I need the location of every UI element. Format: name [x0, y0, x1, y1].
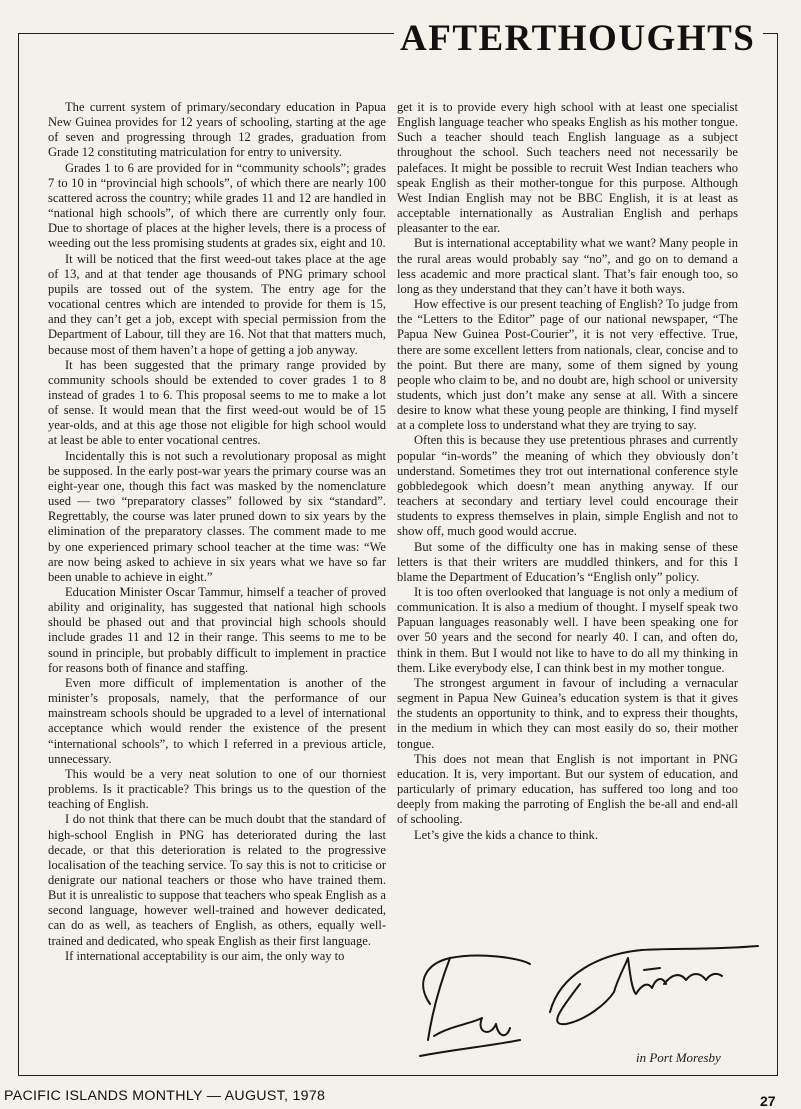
paragraph: But some of the difficulty one has in making sense of these letters is that their writers are muddled thinkers, and for this I blame the Department of Education’s “English only” policy. [397, 539, 738, 584]
paragraph: How effective is our present teaching of English? To judge from the “Letters to the Editor” page of our national newspaper, “The Papua New Guinea Post-Courier”, it is not very effective. True, there are some excellent letters from nationals, clear, concise and to the point. But there are many, some of them signed by young people who claim to be, and no doubt are, high school or university students, which just don’t make any sense at all. With a sincere desire to know what these young people are thinking, I find myself at a complete loss to understand what they are trying to say. [397, 297, 738, 433]
page-number: 27 [760, 1093, 776, 1109]
paragraph: The current system of primary/secondary education in Papua New Guinea provides for 12 years of schooling, starting at the age of seven and progressing through 12 grades, graduation from Grade 12 constituting matriculation for entry to university. [48, 100, 386, 160]
paragraph: The strongest argument in favour of including a vernacular segment in Papua New Guinea’s education system is that it gives the students an opportunity to think, and to express their thoughts, in the medium in which they can most easily do so, their mother tongue. [397, 675, 738, 751]
paragraph: But is international acceptability what we want? Many people in the rural areas would probably say “no”, and go on to demand a less academic and more practical slant. That’s fair enough too, so long as they understand that they can’t have it both ways. [397, 236, 738, 296]
paragraph: Education Minister Oscar Tammur, himself a teacher of proved ability and originality, has suggested that national high schools should be phased out and that provincial high schools should include grades 11 and 12 in their range. This seems to me to be sound in principle, but probably difficult to implement in practice for reasons both of finance and staffing. [48, 585, 386, 675]
paragraph: It will be noticed that the first weed-out takes place at the age of 13, and at that tender age thousands of PNG primary school pupils are tossed out of the system. The entry age for the vocational centres which are intended to provide for them is 15, and they can’t get a job, except with special permission from the Department of Labour, till they are 16. Not that that matters much, because most of them haven’t a hope of getting a job anyway. [48, 251, 386, 357]
paragraph: get it is to provide every high school with at least one specialist English language teacher who speaks English as his mother tongue. Such a teacher should teach English language as a subject throughout the school. Such teachers need not necessarily be palefaces. It might be possible to recruit West Indian teachers who speak English as their mother-tongue for this purpose. Although West Indian English may not be BBC English, it is at least as acceptable internationally as Australian English and perhaps pleasanter to the ear. [397, 100, 738, 236]
paragraph: Often this is because they use pretentious phrases and currently popular “in-words” the meaning of which they obviously don’t understand. Sometimes they trot out international conference style gobbledegook which doesn’t mean anything anyway. If our teachers at secondary and tertiary level could encourage their students to express themselves in plain, simple English and not to show off, much good would accrue. [397, 433, 738, 539]
paragraph: This would be a very neat solution to one of our thorniest problems. Is it practicable? This brings us to the question of the teaching of English. [48, 766, 386, 812]
paragraph: This does not mean that English is not important in PNG education. It is, very important. But our system of education, and particularly of primary education, has suffered too long and too deeply from making the parroting of English the be-all and end-all of schooling. [397, 751, 738, 827]
paragraph: Even more difficult of implementation is another of the minister’s proposals, namely, that the performance of our mainstream schools should be upgraded to a level of international acceptance which would render the existence of the present “international schools”, to which I referred in a previous article, unnecessary. [48, 675, 386, 766]
author-signature [410, 944, 760, 1064]
paragraph: I do not think that there can be much doubt that the standard of high-school English in PNG has deteriorated during the last decade, or that this deterioration is related to the progressive localisation of the teaching service. To say this is not to criticise or denigrate our national teachers or those who have trained them. But it is unrealistic to suppose that teachers who speak English as a second language, however well-trained and however dedicated, can do as well, as teachers of English, as others, equally well-trained and dedicated, who speak English as their first language. [48, 812, 387, 948]
paragraph: If international acceptability is our aim, the only way to [65, 948, 345, 963]
paragraph: Let’s give the kids a chance to think. [414, 827, 598, 842]
right-column [397, 100, 738, 843]
left-column [48, 100, 386, 964]
paragraph: It is too often overlooked that language is not only a medium of communication. It is also a medium of thought. I myself speak two Papuan languages reasonably well. I have been speaking one for over 50 years and the second for nearly 40. I can, and often do, think in them. But I would not like to have to do all my thinking in them. Like everybody else, I can think best in my mother tongue. [397, 585, 738, 675]
dateline-place: in Port Moresby [636, 1050, 721, 1065]
paragraph: Grades 1 to 6 are provided for in “community schools”; grades 7 to 10 in “provincial high schools”, of which there are nearly 100 scattered across the country; while grades 11 and 12 are handled in “national high schools”, of which there are currently only four. Due to shortage of places at the higher levels, there is a process of weeding out the less promising students at grades six, eight and 10. [48, 160, 386, 251]
publication-footer: PACIFIC ISLANDS MONTHLY — AUGUST, 1978 [4, 1088, 326, 1104]
section-banner: AFTERTHOUGHTS [394, 16, 763, 62]
paragraph: It has been suggested that the primary range provided by community schools should be extended to cover grades 1 to 8 instead of grades 1 to 6. This proposal seems to me to make a lot of sense. It would mean that the first weed-out would be of 15 year-olds, and at this age those not eligible for high school would at least be able to enter vocational centres. [48, 357, 386, 448]
paragraph: Incidentally this is not such a revolutionary proposal as might be supposed. In the early post-war years the primary course was an eight-year one, though this fact was masked by the nomenclature used — two “preparatory classes” followed by six “standard”. Regrettably, the course was later pruned down to six years by the elimination of the preparatory classes. The comment made to me by one experienced primary school teacher at the time was: “We are now being asked to achieve in six years what we have so far been unable to achieve in eight.” [48, 448, 386, 584]
